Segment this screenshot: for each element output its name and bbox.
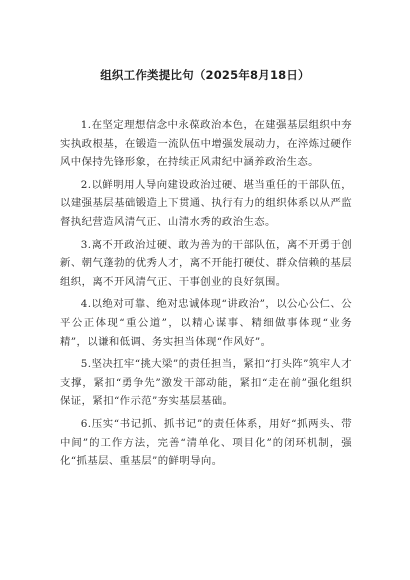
document-body (60, 116, 352, 475)
paragraph-2: 2.以鲜明用人导向建设政治过硬、堪当重任的干部队伍，以建强基层基础锻造上下贯通、执行有力的组织体系以从严监督执纪营造风清气正、山清水秀的政治生态。 (60, 178, 352, 228)
paragraph-1: 1.在坚定理想信念中永葆政治本色，在建强基层组织中夯实执政根基，在锻造一流队伍中增强发展动力，在淬炼过硬作风中保持先锋形象，在持续正风肃纪中涵养政治生态。 (60, 119, 352, 169)
paragraph-5: 5.坚决扛牢“挑大梁”的责任担当，紧扣“打头阵”筑牢人才支撑，紧扣“勇争先”激发干部动能，紧扣“走在前”强化组织保证，紧扣“作示范”夯实基层基础。 (60, 358, 352, 408)
document-title: 组织工作类提比句（2025年8月18日） (100, 68, 310, 82)
paragraph-3: 3.离不开政治过硬、敢为善为的干部队伍，离不开勇于创新、朝气蓬勃的优秀人才，离不开能打硬仗、群众信赖的基层组织，离不开风清气正、干事创业的良好氛围。 (60, 238, 352, 288)
paragraph-4: 4.以绝对可靠、绝对忠诚体现“讲政治”，以公心公仁、公平公正体现“重公道”，以精心谋事、精细做事体现“业务精”，以谦和低调、务实担当体现“作风好”。 (60, 298, 352, 348)
paragraph-6: 6.压实“书记抓、抓书记”的责任体系，用好“抓两头、带中间”的工作方法，完善“清单化、项目化”的闭环机制，强化“抓基层、重基层”的鲜明导向。 (60, 417, 352, 468)
